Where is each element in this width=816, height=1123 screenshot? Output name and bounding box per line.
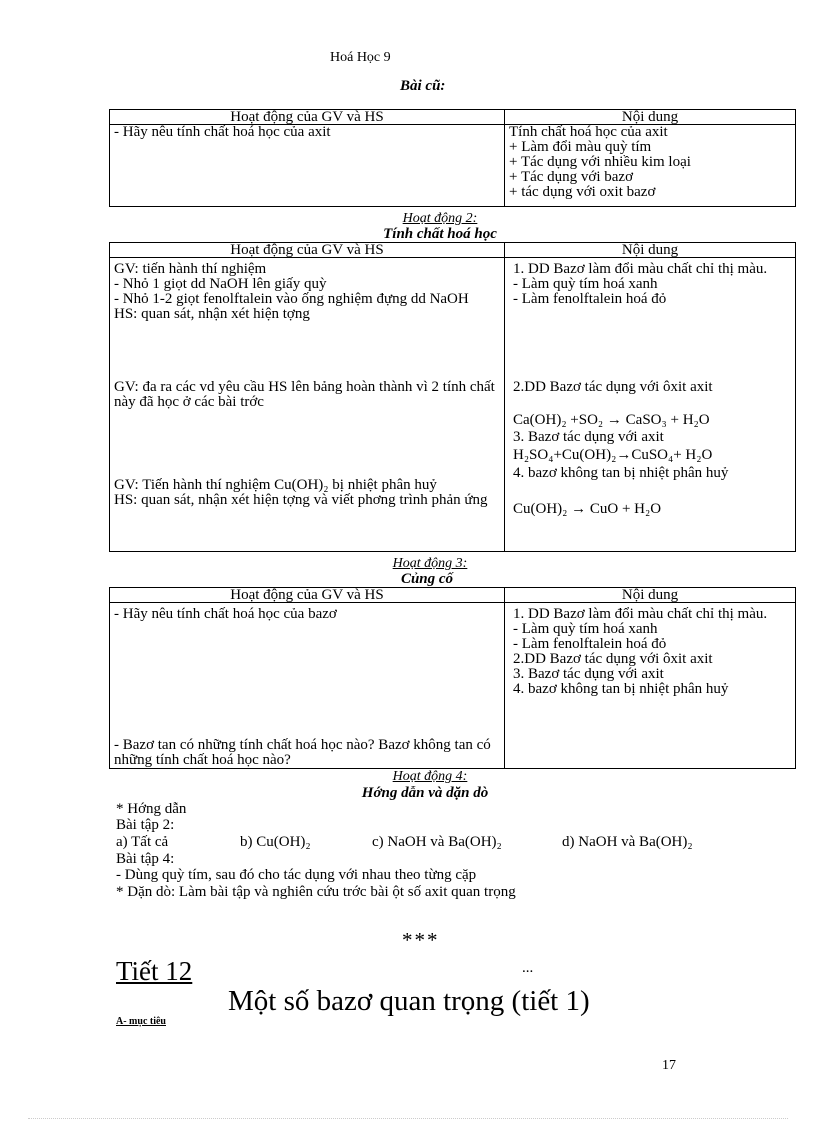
equation-1: Ca(OH)₂ +SO₂ → CaSO₃ + H₂O xyxy=(513,412,710,428)
consolidation-answers: 1. DD Bazơ làm đổi màu chất chỉ thị màu. - Làm quỳ tím hoá xanh - Làm fenolftalein hoá đỏ 2.DD Bazơ tác dụng với ôxit axit 3. Bazơ tác dụng với axit 4. bazơ không tan bị nhiệt phân huỷ xyxy=(505,603,796,769)
exercise-2-option-c: c) NaOH và Ba(OH)₂ xyxy=(372,834,502,850)
review-question: - Hãy nêu tính chất hoá học của axit xyxy=(110,125,505,207)
consolidation-table xyxy=(109,587,796,769)
col-header-activity: Hoạt động của GV và HS xyxy=(110,588,505,603)
consolidation-questions xyxy=(110,603,505,769)
col-header-content: Nội dung xyxy=(505,588,796,603)
equation-3: Cu(OH)₂ → CuO + H₂O xyxy=(513,501,662,517)
review-answer: Tính chất hoá học của axit + Làm đổi màu quỳ tím + Tác dụng với nhiều kim loại + Tác dụng với bazơ + tác dụng với oxit bazơ xyxy=(505,125,796,207)
property-2: 2.DD Bazơ tác dụng với ôxit axit xyxy=(513,379,713,395)
property-3: 3. Bazơ tác dụng với axit xyxy=(513,429,664,445)
review-table xyxy=(109,109,796,207)
objectives-heading: A- mục tiêu xyxy=(116,1016,166,1027)
exercise-2-option-b: b) Cu(OH)₂ xyxy=(240,834,311,850)
page-divider xyxy=(28,1118,788,1119)
exercise-2-option-d: d) NaOH và Ba(OH)₂ xyxy=(562,834,693,850)
page-number: 17 xyxy=(662,1058,676,1073)
exercise-2-option-a: a) Tất cả xyxy=(116,834,169,850)
equation-2: H₂SO₄+Cu(OH)₂→CuSO₄+ H₂O xyxy=(513,447,713,463)
lesson-title: Một số bazơ quan trọng (tiết 1) xyxy=(228,985,590,1017)
property-4: 4. bazơ không tan bị nhiệt phân huỷ xyxy=(513,465,729,481)
question-2: - Bazơ tan có những tính chất hoá học nào? Bazơ không tan có những tính chất hoá học nào? xyxy=(114,737,491,768)
col-header-content: Nội dung xyxy=(505,110,796,125)
col-header-activity: Hoạt động của GV và HS xyxy=(110,243,505,258)
content-column xyxy=(505,258,796,552)
exercise-4-text: - Dùng quỳ tím, sau đó cho tác dụng với nhau theo từng cặp xyxy=(116,867,477,883)
stars-separator: *** xyxy=(402,928,440,952)
activity4-title: Hớng dẫn và dặn dò xyxy=(361,785,489,801)
lesson-number: Tiết 12 xyxy=(116,956,193,986)
property-1: 1. DD Bazơ làm đổi màu chất chỉ thị màu. - Làm quỳ tím hoá xanh - Làm fenolftalein hoá đỏ xyxy=(513,261,768,307)
activity2-title: Tính chất hoá học xyxy=(383,226,497,242)
example-instructions: GV: đa ra các vd yêu cầu HS lên bảng hoàn thành vì 2 tính chất này đã học ở các bài trớc xyxy=(114,379,495,410)
ellipsis: ... xyxy=(522,960,534,976)
experiment-steps: GV: tiến hành thí nghiệm - Nhỏ 1 giọt dd NaOH lên giấy quỳ - Nhỏ 1-2 giọt fenolftalein vào ống nghiệm đựng dd NaOH HS: quan sát, nhận xét hiện tợng xyxy=(114,261,469,322)
guidance-heading: * Hớng dẫn xyxy=(116,801,187,817)
activity3-title: Củng cố xyxy=(400,571,454,587)
activity3-label: Hoạt động 3: xyxy=(392,556,468,571)
teacher-student-activities xyxy=(110,258,505,552)
question-1: - Hãy nêu tính chất hoá học của bazơ xyxy=(114,606,337,622)
properties-table xyxy=(109,242,796,552)
col-header-content: Nội dung xyxy=(505,243,796,258)
decomposition-experiment: GV: Tiến hành thí nghiệm Cu(OH)₂ bị nhiệt phân huỷ HS: quan sát, nhận xét hiện tợng và viết phơng trình phản ứng xyxy=(114,477,488,508)
subject-header: Hoá Học 9 xyxy=(330,50,391,65)
old-lesson-heading: Bài cũ: xyxy=(400,78,446,94)
activity2-label: Hoạt động 2: xyxy=(402,211,478,226)
exercise-2-label: Bài tập 2: xyxy=(116,817,175,833)
homework-note: * Dặn dò: Làm bài tập và nghiên cứu trớc bài ột số axit quan trọng xyxy=(116,884,516,900)
activity4-label: Hoạt động 4: xyxy=(392,769,468,784)
exercise-4-label: Bài tập 4: xyxy=(116,851,175,867)
col-header-activity: Hoạt động của GV và HS xyxy=(110,110,505,125)
